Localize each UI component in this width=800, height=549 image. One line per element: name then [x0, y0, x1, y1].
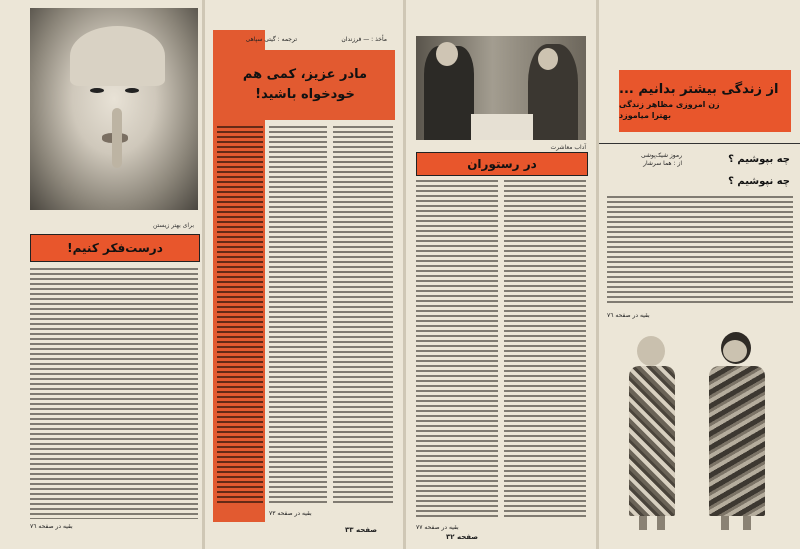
woman-portrait-photo: [30, 8, 198, 210]
center-left-continued: بقیه در صفحه ٧٣: [269, 510, 312, 517]
center-left-title-line1: مادر عزیز، کمی هم: [242, 67, 368, 82]
left-page-title: درست‌فکر کنیم!: [30, 234, 200, 262]
page-center-left: [205, 0, 403, 549]
page-number-32: صفحه ٣٢: [446, 533, 479, 541]
right-page-title: از زندگی بیشتر بدانیم ...: [619, 82, 779, 97]
section-title-what-to-wear: چه بپوشیم ؟: [728, 153, 790, 165]
byline-source: مأخذ : — فرزندان: [341, 36, 387, 43]
section-title-what-not-to-wear: چه نپوشیم ؟: [728, 175, 790, 187]
page-left: [0, 0, 202, 549]
right-byline-topic: رموز شیک‌پوشی: [640, 152, 682, 159]
right-page-subtitle-line1: زن امروزی مظاهر زندگی: [619, 100, 720, 109]
center-left-text-col-2: [333, 126, 393, 506]
center-left-title-box: [215, 50, 395, 120]
center-left-title-line2: خودخواه باشید!: [255, 87, 355, 102]
right-page-body-text: [607, 196, 793, 306]
left-page-body-text: [30, 268, 198, 500]
right-page-subtitle-line2: بهترا میاموزد: [619, 111, 671, 120]
left-page-continued: بقیه در صفحه ٧٦: [30, 523, 73, 530]
center-right-title: در رستوران: [416, 152, 588, 176]
right-page-continued: بقیه در صفحه ٧٦: [607, 312, 650, 319]
center-right-caption: آداب معاشرت: [550, 144, 586, 151]
page-number-33: صفحه ٣٣: [345, 526, 378, 534]
center-right-continued: بقیه در صفحه ٧٧: [416, 524, 459, 531]
left-page-caption: برای بهتر زیستن: [152, 222, 194, 229]
right-page-title-box: [619, 70, 791, 132]
fashion-models-photo: [617, 322, 793, 534]
left-page-body-text-end: [30, 503, 198, 519]
page-right: [599, 0, 800, 549]
center-left-text-col-red: [217, 126, 263, 506]
byline-author: ترجمه : گیتی سپاهی: [245, 36, 297, 43]
divider: [599, 143, 800, 144]
center-right-text-col-1: [416, 180, 498, 520]
page-center-right: [406, 0, 596, 549]
center-left-text-col-1: [269, 126, 327, 506]
restaurant-couple-photo: [416, 36, 586, 140]
right-byline-author: از : هما سرشار: [643, 160, 682, 167]
center-right-text-col-2: [504, 180, 586, 520]
